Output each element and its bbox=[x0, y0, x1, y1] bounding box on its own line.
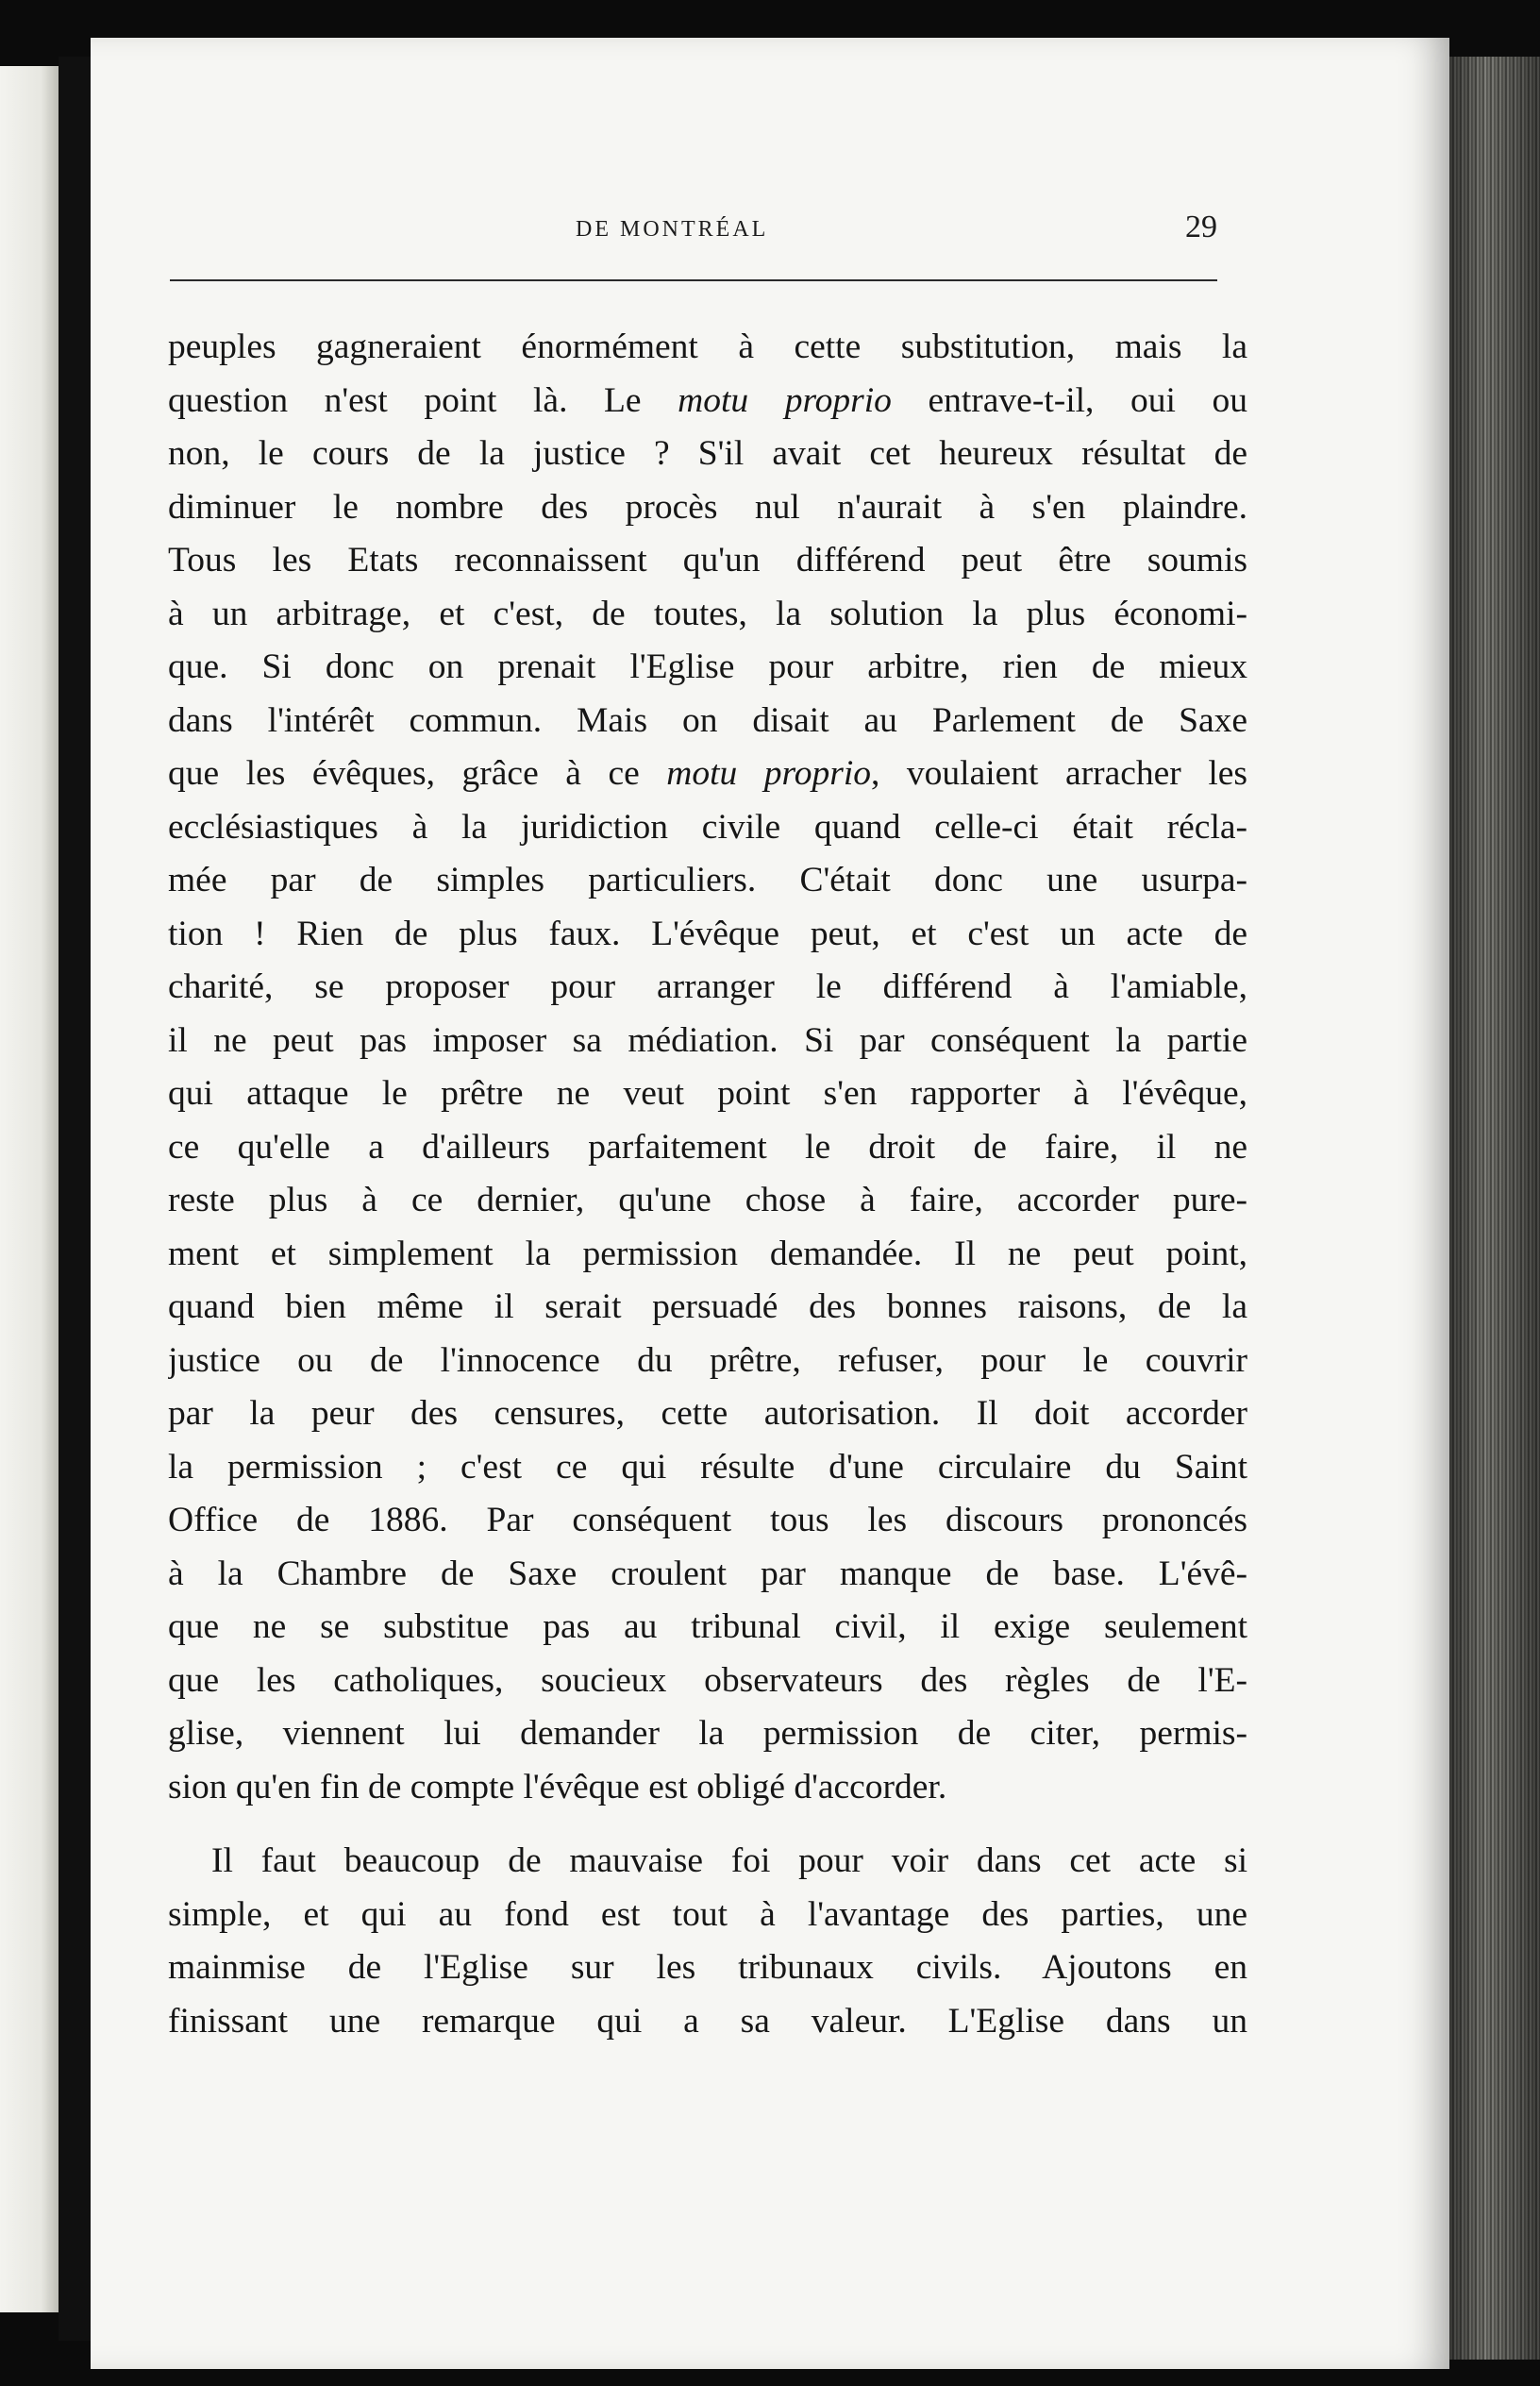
paragraph-gap bbox=[168, 1814, 1247, 1835]
book-fore-edge-shade bbox=[1449, 57, 1540, 2360]
text-line: question n'est point là. Le motu proprio entrave-t-il, oui ou bbox=[168, 380, 1247, 420]
text-line: que. Si donc on prenait l'Eglise pour arbitre, rien de mieux bbox=[168, 647, 1247, 686]
text-line: sion qu'en fin de compte l'évêque est obligé d'accorder. bbox=[168, 1767, 947, 1806]
header-rule bbox=[170, 279, 1217, 281]
text-line: que les catholiques, soucieux observateurs des règles de l'E- bbox=[168, 1660, 1247, 1700]
text-line: Il faut beaucoup de mauvaise foi pour voir dans cet acte si bbox=[211, 1841, 1247, 1880]
gutter-shadow bbox=[59, 57, 91, 2341]
text-line: ecclésiastiques à la juridiction civile quand celle-ci était récla- bbox=[168, 807, 1247, 847]
text-line: la permission ; c'est ce qui résulte d'une circulaire du Saint bbox=[168, 1447, 1247, 1487]
latin-phrase: motu proprio bbox=[666, 754, 872, 793]
text-line: finissant une remarque qui a sa valeur. L'Eglise dans un bbox=[168, 2001, 1247, 2041]
text-line: diminuer le nombre des procès nul n'aurait à s'en plaindre. bbox=[168, 487, 1247, 527]
text-line: charité, se proposer pour arranger le différend à l'amiable, bbox=[168, 967, 1247, 1006]
text-line: mainmise de l'Eglise sur les tribunaux civils. Ajoutons en bbox=[168, 1948, 1247, 1987]
previous-page-edge bbox=[0, 66, 59, 2312]
text-line: peuples gagneraient énormément à cette substitution, mais la bbox=[168, 328, 1247, 366]
paragraph-1 bbox=[168, 321, 1247, 1814]
text-line: dans l'intérêt commun. Mais on disait au Parlement de Saxe bbox=[168, 700, 1247, 740]
text-line: simple, et qui au fond est tout à l'avantage des parties, une bbox=[168, 1894, 1247, 1934]
running-title: DE MONTRÉAL bbox=[576, 217, 769, 242]
body-text bbox=[168, 321, 1247, 2048]
text-line: il ne peut pas imposer sa médiation. Si par conséquent la partie bbox=[168, 1020, 1247, 1060]
text-line: à la Chambre de Saxe croulent par manque de base. L'évê- bbox=[168, 1554, 1247, 1593]
page-number: 29 bbox=[1185, 210, 1217, 244]
text-line: Tous les Etats reconnaissent qu'un différend peut être soumis bbox=[168, 541, 1247, 580]
running-head bbox=[160, 210, 1217, 247]
text-line: par la peur des censures, cette autorisation. Il doit accorder bbox=[168, 1394, 1247, 1433]
text-line: non, le cours de la justice ? S'il avait cet heureux résultat de bbox=[168, 434, 1247, 473]
text-line: Office de 1886. Par conséquent tous les discours prononcés bbox=[168, 1501, 1247, 1539]
text-line: glise, viennent lui demander la permission de citer, permis- bbox=[168, 1714, 1247, 1753]
text-line: qui attaque le prêtre ne veut point s'en rapporter à l'évêque, bbox=[168, 1074, 1247, 1113]
text-line: à un arbitrage, et c'est, de toutes, la solution la plus économi- bbox=[168, 594, 1247, 633]
text-line: que les évêques, grâce à ce motu proprio, voulaient arracher les bbox=[168, 754, 1247, 793]
text-line: tion ! Rien de plus faux. L'évêque peut, et c'est un acte de bbox=[168, 914, 1247, 953]
text-line: que ne se substitue pas au tribunal civil, il exige seulement bbox=[168, 1607, 1247, 1646]
text-line: ment et simplement la permission demandée. Il ne peut point, bbox=[168, 1234, 1247, 1273]
text-line: quand bien même il serait persuadé des bonnes raisons, de la bbox=[168, 1287, 1247, 1326]
text-line: reste plus à ce dernier, qu'une chose à faire, accorder pure- bbox=[168, 1181, 1247, 1219]
paragraph-2 bbox=[168, 1835, 1247, 2048]
latin-phrase: motu proprio bbox=[678, 380, 892, 420]
text-line: ce qu'elle a d'ailleurs parfaitement le droit de faire, il ne bbox=[168, 1127, 1247, 1167]
text-line: justice ou de l'innocence du prêtre, refuser, pour le couvrir bbox=[168, 1340, 1247, 1380]
text-line: mée par de simples particuliers. C'était donc une usurpa- bbox=[168, 861, 1247, 899]
